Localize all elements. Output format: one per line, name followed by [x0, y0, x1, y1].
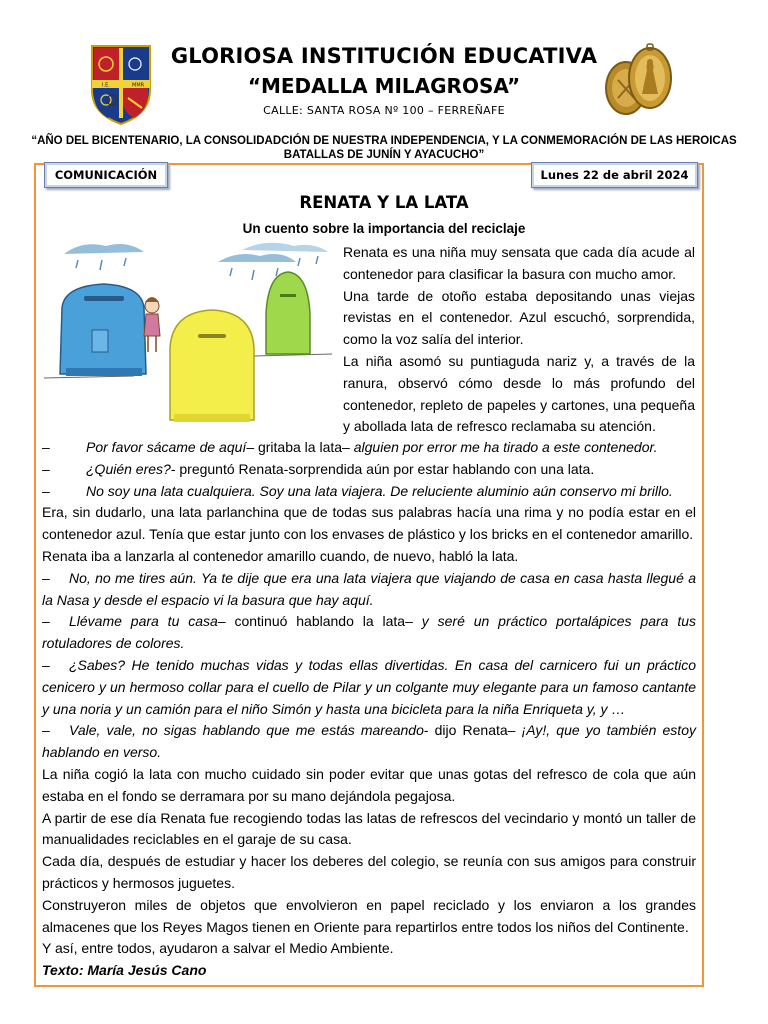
- institution-address: CALLE: SANTA ROSA Nº 100 – FERREÑAFE: [263, 104, 505, 117]
- institution-name-line1: GLORIOSA INSTITUCIÓN EDUCATIVA: [170, 44, 598, 68]
- subject-label: COMUNICACIÓN: [44, 162, 168, 188]
- intro-paragraphs: [343, 242, 695, 438]
- dialogue-line: – No soy una lata cualquiera. Soy una lata viajera. De reluciente aluminio aún conservo mi brillo.: [42, 482, 673, 499]
- narrative-paragraph: Construyeron miles de objetos que envolvieron en papel reciclado y los enviaron a los grandes almacenes que los Reyes Magos tienen en Oriente para repartirlos entre todos los niños del Continente.: [42, 896, 696, 935]
- svg-text:I.E.: I.E.: [102, 82, 110, 89]
- story-subtitle: Un cuento sobre la importancia del reciclaje: [242, 221, 526, 236]
- miraculous-medal-image: [602, 40, 674, 118]
- dialogue-line: – Vale, vale, no sigas hablando que me estás mareando- dijo Renata– ¡Ay!, que yo también estoy hablando en verso.: [42, 722, 696, 761]
- year-motto: “AÑO DEL BICENTENARIO, LA CONSOLIDADCIÓN DE NUESTRA INDEPENDENCIA, Y LA CONMEMORACIÓN DE LAS HEROICAS BATALLAS DE JUNÍN Y AYACUCHO”: [31, 135, 737, 161]
- story-body: [42, 437, 696, 982]
- dialogue-line: – ¿Sabes? He tenido muchas vidas y todas ellas divertidas. En casa del carnicero fui un práctico cenicero y un hermoso collar para el cuello de Pilar y un colgante muy elegante para un famoso cantante y una noria y un camión para el niño Simón y hasta una bicicleta para la niña Enriqueta y, y …: [42, 656, 696, 717]
- svg-text:MMR: MMR: [132, 82, 145, 89]
- narrative-paragraph: Renata iba a lanzarla al contenedor amarillo cuando, de nuevo, habló la lata.: [42, 547, 519, 564]
- dialogue-line: – No, no me tires aún. Ya te dije que era una lata viajera que viajando de casa en casa hasta llegué a la Nasa y desde el espacio vi la basura que hay aquí.: [42, 569, 696, 608]
- institution-name-line2: “MEDALLA MILAGROSA”: [247, 74, 521, 98]
- dialogue-line: – Por favor sácame de aquí– gritaba la lata– alguien por error me ha tirado a este contenedor.: [42, 439, 658, 455]
- recycling-bins-illustration: [42, 238, 334, 428]
- story-title: RENATA Y LA LATA: [299, 193, 469, 212]
- narrative-paragraph: Era, sin dudarlo, una lata parlanchina que de todas sus palabras hacía una rima y no podía estar en el contenedor azul. Tenía que estar junto con los envases de plástico y los bricks en el contenedor amarillo.: [42, 504, 696, 543]
- intro-paragraph: Una tarde de otoño estaba depositando unas viejas revistas en el contenedor. Azul escuchó, sorprendida, como la voz salía del interior.: [343, 287, 695, 348]
- narrative-paragraph: Cada día, después de estudiar y hacer los deberes del colegio, se reunía con sus amigos para construir prácticos y hermosos juguetes.: [42, 853, 696, 891]
- date-label: Lunes 22 de abril 2024: [531, 162, 698, 188]
- story-author: Texto: María Jesús Cano: [42, 962, 207, 979]
- narrative-paragraph: A partir de ese día Renata fue recogiendo todas las latas de refrescos del vecindario y montó un taller de manualidades reciclables en el garaje de su casa.: [42, 809, 696, 848]
- dialogue-line: – ¿Quién eres?- preguntó Renata-sorprendida aún por estar hablando con una lata.: [42, 460, 595, 477]
- intro-paragraph: Renata es una niña muy sensata que cada día acude al contenedor para clasificar la basura con mucho amor.: [343, 244, 695, 282]
- narrative-paragraph: Y así, entre todos, ayudaron a salvar el Medio Ambiente.: [42, 940, 394, 957]
- narrative-paragraph: La niña cogió la lata con mucho cuidado sin poder evitar que unas gotas del refresco de cola que aún estaba en el fondo se derramara por su mano dejándola pegajosa.: [42, 765, 696, 804]
- document-header: [0, 0, 768, 160]
- dialogue-line: – Llévame para tu casa– continuó hablando la lata– y seré un práctico portalápices para tus rotuladores de colores.: [42, 613, 696, 652]
- intro-paragraph: La niña asomó su puntiaguda nariz y, a través de la ranura, observó cómo desde lo más profundo del contenedor, repleto de papeles y cartones, una pequeña y abollada lata de refresco reclamaba su atención.: [343, 352, 695, 435]
